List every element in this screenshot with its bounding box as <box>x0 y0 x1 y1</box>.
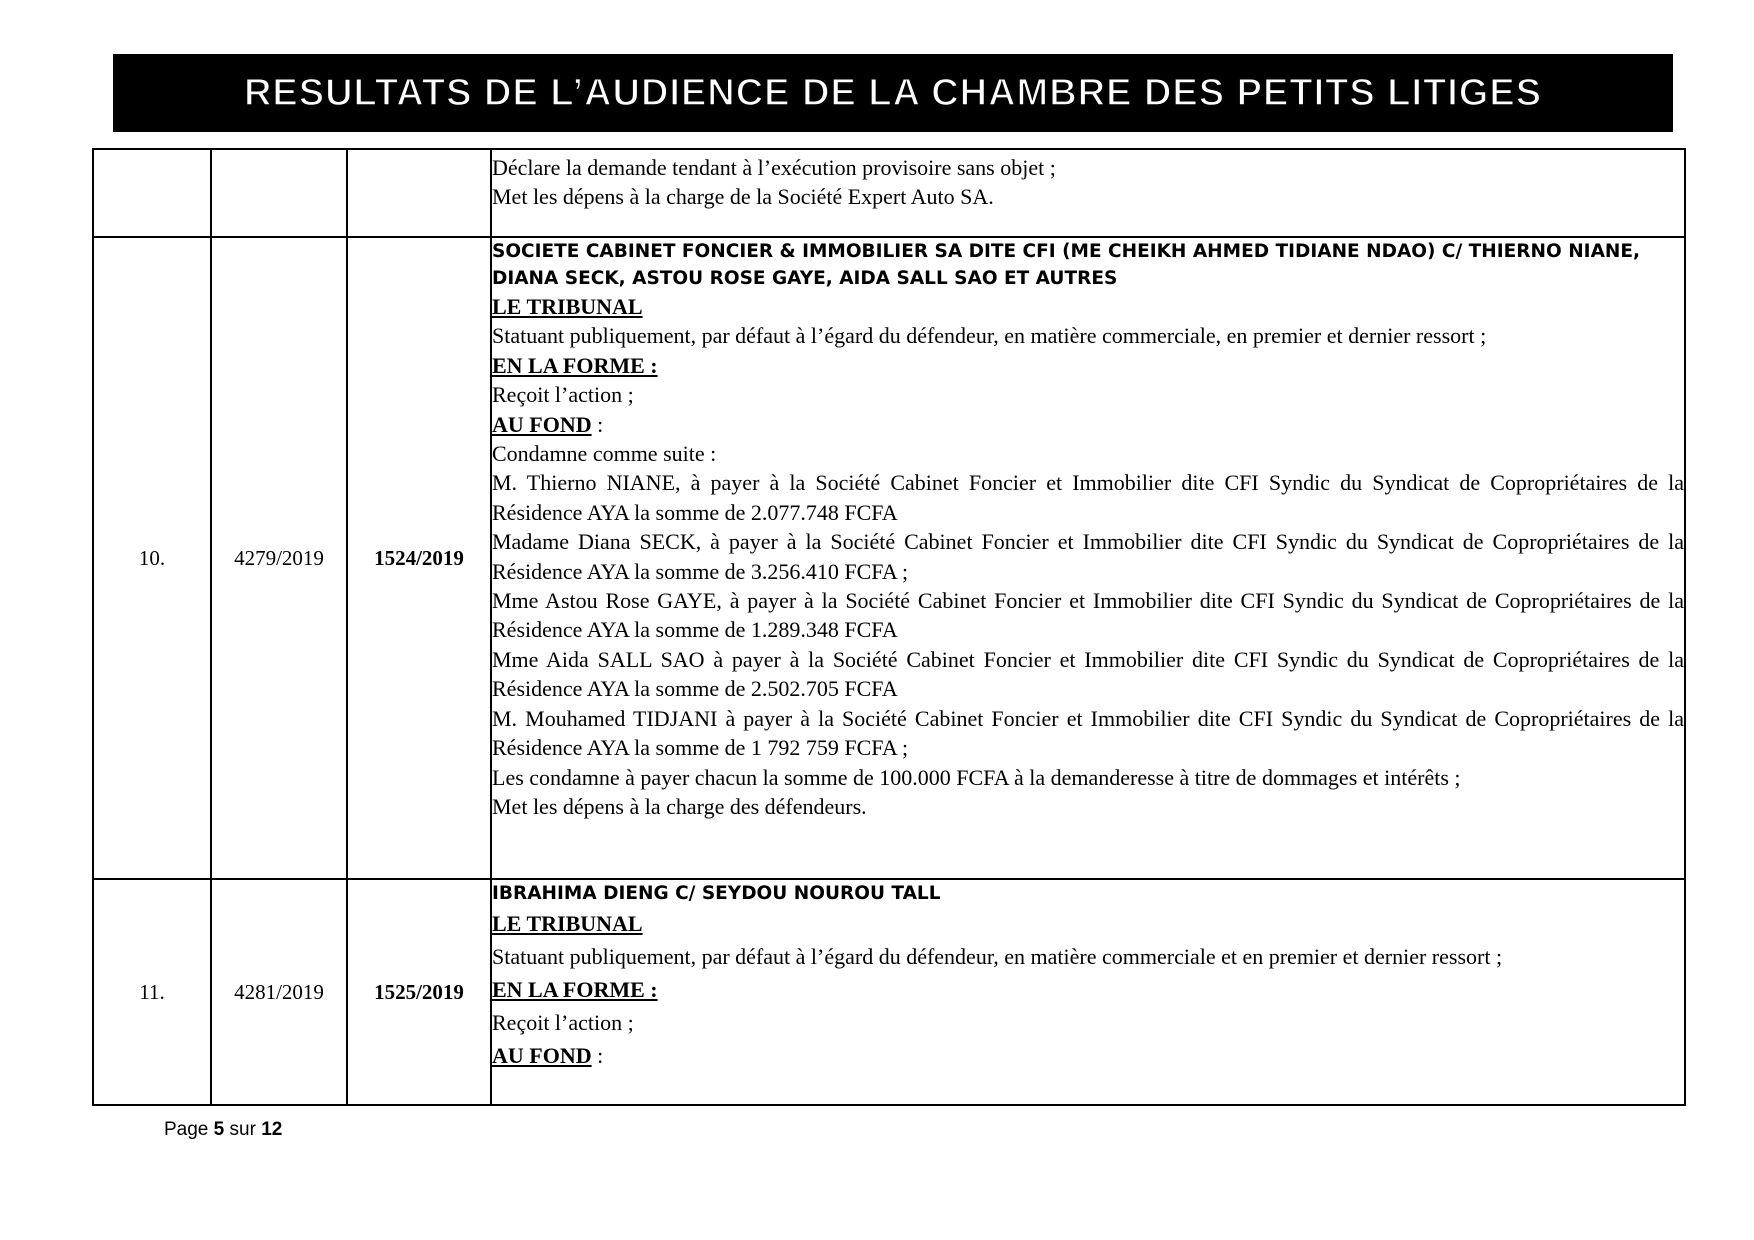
dommages-text: Les condamne à payer chacun la somme de 100.000 FCFA à la demanderesse à titre de dommages et intérêts ; <box>492 764 1461 790</box>
condamnation-item: M. Mouhamed TIDJANI à payer à la Société Cabinet Foncier et Immobilier dite CFI Syndic du Syndicat de Copropriétaires de la Résidence AYA la somme de 1 792 759 FCFA ; <box>492 705 1684 761</box>
page-footer <box>164 1119 282 1141</box>
judgment-cell <box>347 149 491 237</box>
decision-cell <box>491 879 1685 1105</box>
number-cell: 10. <box>93 237 211 879</box>
condamnation-item: Madame Diana SECK, à payer à la Société Cabinet Foncier et Immobilier dite CFI Syndic du Syndicat de Copropriétaires de la Résidence AYA la somme de 3.256.410 FCFA ; <box>492 529 1684 584</box>
registry-cell: 4281/2019 <box>211 879 347 1105</box>
registry-cell: 4279/2019 <box>211 237 347 879</box>
judgment-cell: 1525/2019 <box>347 879 491 1105</box>
table-row <box>93 879 1685 1105</box>
recoit-text: Reçoit l’action ; <box>492 382 634 408</box>
parties-heading: IBRAHIMA DIENG C/ SEYDOU NOUROU TALL <box>492 883 941 904</box>
decision-line: Met les dépens à la charge de la Société Expert Auto SA. <box>492 184 994 210</box>
tribunal-heading: LE TRIBUNAL <box>492 294 643 319</box>
fond-colon: : <box>591 411 604 437</box>
statuant-text: Statuant publiquement, par défaut à l’égard du défendeur, en matière commerciale et en premier et dernier ressort ; <box>492 944 1503 969</box>
judgment-cell: 1524/2019 <box>347 237 491 879</box>
forme-heading: EN LA FORME : <box>492 977 658 1002</box>
parties-heading: SOCIETE CABINET FONCIER & IMMOBILIER SA DITE CFI (ME CHEIKH AHMED TIDIANE NDAO) C/ THIERNO NIANE, DIANA SECK, ASTOU ROSE GAYE, AIDA SALL SAO ET AUTRES <box>492 241 1641 289</box>
registry-cell <box>211 149 347 237</box>
document-title: RESULTATS DE L’AUDIENCE DE LA CHAMBRE DES PETITS LITIGES <box>243 71 1543 114</box>
results-table <box>92 148 1686 1106</box>
of-label: sur <box>229 1119 256 1140</box>
number-cell: 11. <box>93 879 211 1105</box>
depens-text: Met les dépens à la charge des défendeurs. <box>492 793 867 819</box>
condamnation-item: Mme Astou Rose GAYE, à payer à la Société Cabinet Foncier et Immobilier dite CFI Syndic du Syndicat de Copropriétaires de la Résidence AYA la somme de 1.289.348 FCFA <box>492 588 1684 643</box>
current-page: 5 <box>213 1119 225 1140</box>
decision-cell <box>491 237 1685 879</box>
condamne-text: Condamne comme suite : <box>492 441 717 467</box>
condamnation-item: M. Thierno NIANE, à payer à la Société Cabinet Foncier et Immobilier dite CFI Syndic du Syndicat de Copropriétaires de la Résidence AYA la somme de 2.077.748 FCFA <box>492 470 1684 525</box>
number-cell <box>93 149 211 237</box>
fond-heading: AU FOND <box>492 411 592 437</box>
page-label: Page <box>164 1119 209 1140</box>
decision-line: Déclare la demande tendant à l’exécution provisoire sans objet ; <box>492 155 1056 180</box>
condamnation-item: Mme Aida SALL SAO à payer à la Société Cabinet Foncier et Immobilier dite CFI Syndic du Syndicat de Copropriétaires de la Résidence AYA la somme de 2.502.705 FCFA <box>492 646 1684 702</box>
fond-heading: AU FOND <box>492 1043 592 1068</box>
forme-heading: EN LA FORME : <box>492 352 658 378</box>
title-banner <box>113 54 1673 132</box>
decision-cell <box>491 149 1685 237</box>
statuant-text: Statuant publiquement, par défaut à l’égard du défendeur, en matière commerciale, en premier et dernier ressort ; <box>492 323 1487 349</box>
total-pages: 12 <box>261 1119 283 1140</box>
tribunal-heading: LE TRIBUNAL <box>492 911 643 936</box>
fond-colon: : <box>591 1043 604 1068</box>
table-row <box>93 149 1685 237</box>
recoit-text: Reçoit l’action ; <box>492 1010 634 1035</box>
table-row <box>93 237 1685 879</box>
